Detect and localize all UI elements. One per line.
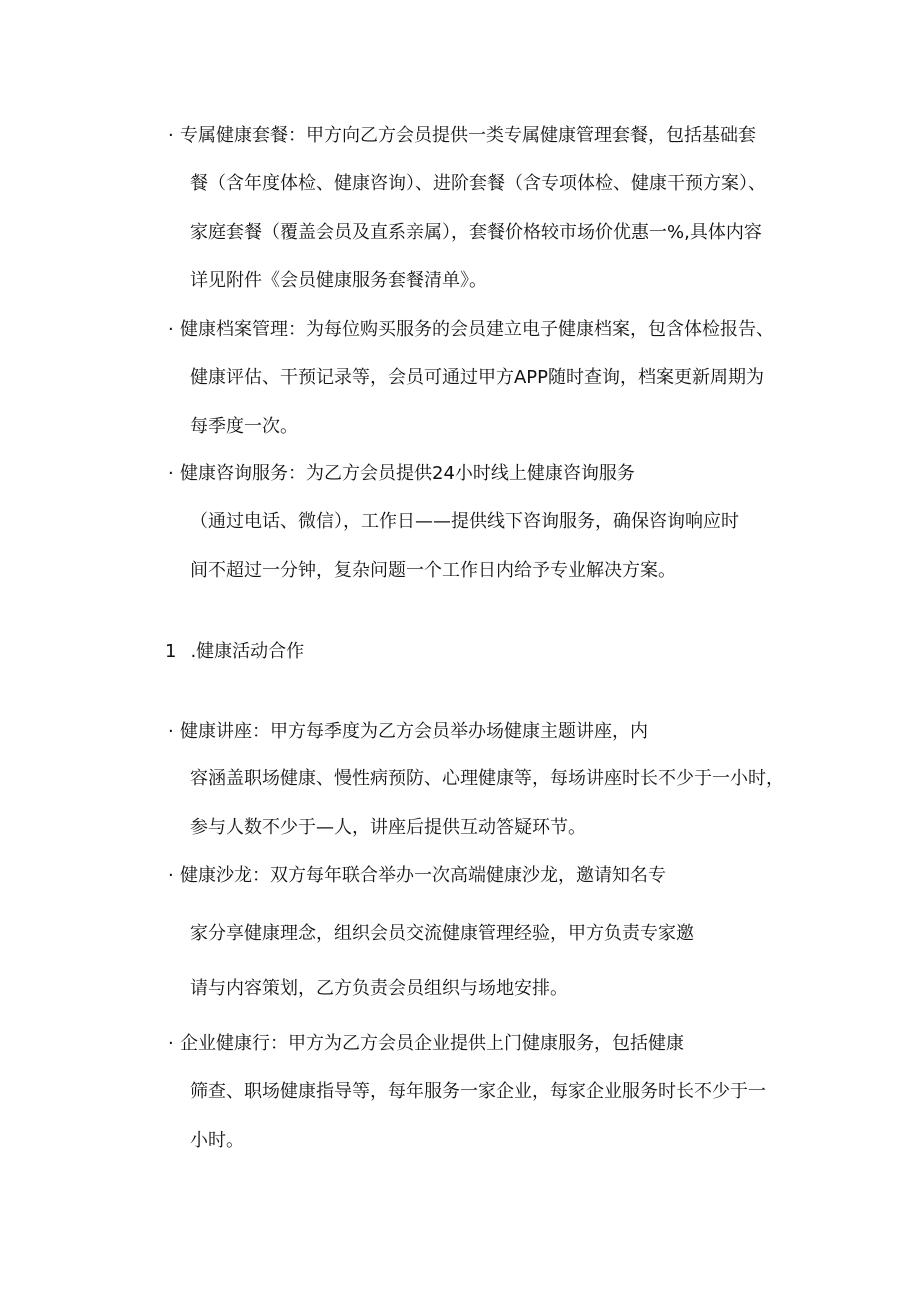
item-text: 健康档案管理：为每位购买服务的会员建立电子健康档案，包含体检报告、 xyxy=(180,319,774,340)
item-text-line: 每季度一次。 xyxy=(190,416,298,437)
item-text: 健康讲座：甲方每季度为乙方会员举办场健康主题讲座，内 xyxy=(180,721,648,742)
heading-number: 1 xyxy=(165,641,177,662)
item-text-line: （通过电话、微信），工作日——提供线下咨询服务，确保咨询响应时 xyxy=(190,511,739,532)
bullet-dot: · xyxy=(168,721,174,742)
bullet-line xyxy=(168,318,774,342)
item-text-line: 详见附件《会员健康服务套餐清单》。 xyxy=(190,270,487,291)
bullet-line xyxy=(168,1032,684,1056)
heading-text: .健康活动合作 xyxy=(190,641,305,662)
bullet-dot: · xyxy=(168,319,174,340)
bullet-line xyxy=(168,864,666,888)
item-text-line: 容涵盖职场健康、慢性病预防、心理健康等，每场讲座时长不少于一小时， xyxy=(190,768,784,789)
item-text-line: 家分享健康理念，组织会员交流健康管理经验，甲方负责专家邀 xyxy=(190,923,694,944)
bullet-line xyxy=(168,720,648,744)
item-text: 专属健康套餐：甲方向乙方会员提供一类专属健康管理套餐，包括基础套 xyxy=(180,125,756,146)
bullet-line xyxy=(168,462,635,486)
bullet-line xyxy=(168,124,756,148)
item-text-line: 筛查、职场健康指导等，每年服务一家企业，每家企业服务时长不少于一 xyxy=(190,1081,766,1102)
item-text-line: 家庭套餐（覆盖会员及直系亲属），套餐价格较市场价优惠一%,具体内容 xyxy=(190,222,762,243)
item-text-line: 间不超过一分钟，复杂问题一个工作日内给予专业解决方案。 xyxy=(190,560,676,581)
item-text: 健康咨询服务：为乙方会员提供24小时线上健康咨询服务 xyxy=(180,463,635,484)
section-heading xyxy=(165,640,304,664)
bullet-dot: · xyxy=(168,1033,174,1054)
item-text-line: 请与内容策划，乙方负责会员组织与场地安排。 xyxy=(190,978,568,999)
bullet-dot: · xyxy=(168,125,174,146)
item-text-line: 餐（含年度体检、健康咨询）、进阶套餐（含专项体检、健康干预方案）、 xyxy=(190,173,766,194)
item-text: 健康沙龙：双方每年联合举办一次高端健康沙龙，邀请知名专 xyxy=(180,865,666,886)
item-text-line: 健康评估、干预记录等，会员可通过甲方APP随时查询，档案更新周期为 xyxy=(190,367,765,388)
bullet-dot: · xyxy=(168,865,174,886)
item-text-line: 参与人数不少于—人，讲座后提供互动答疑环节。 xyxy=(190,817,586,838)
bullet-dot: · xyxy=(168,463,174,484)
item-text: 企业健康行：甲方为乙方会员企业提供上门健康服务，包括健康 xyxy=(180,1033,684,1054)
item-text-line: 小时。 xyxy=(190,1130,244,1151)
